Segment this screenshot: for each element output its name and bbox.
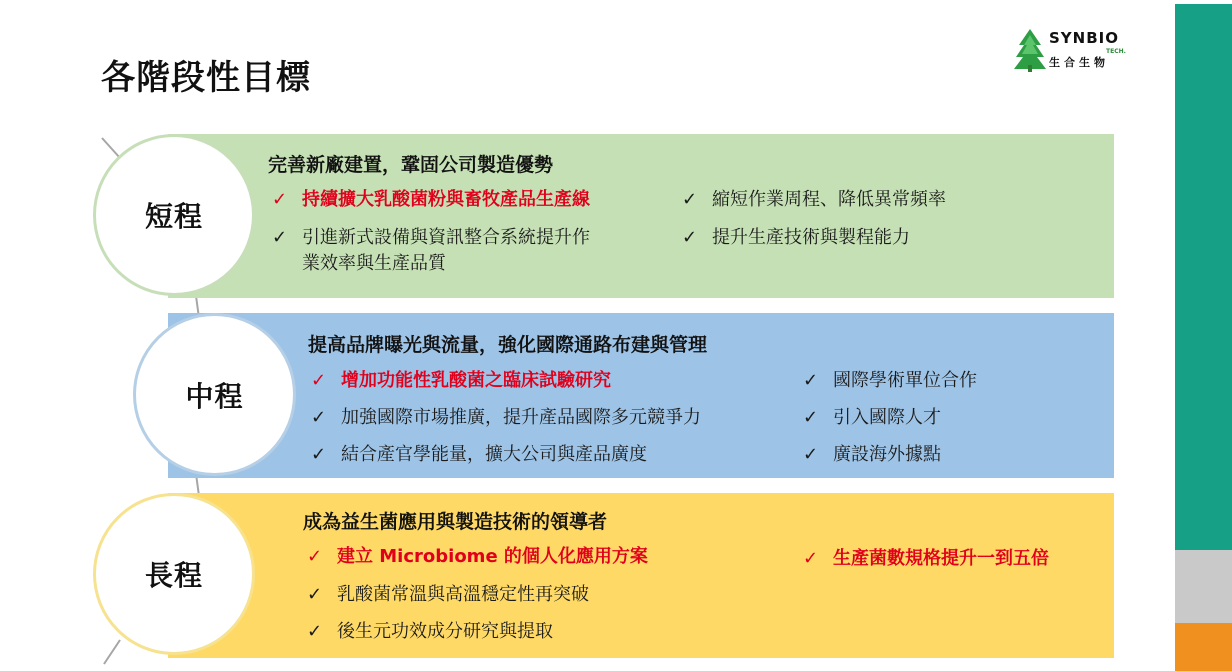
short-term-circle (93, 134, 255, 296)
check-icon: ✓ (307, 584, 323, 605)
check-icon: ✓ (803, 370, 819, 391)
short-term-item: ✓ 引進新式設備與資訊整合系統提升作 業效率與生產品質 (272, 227, 590, 274)
side-bar-green (1175, 4, 1232, 550)
check-icon: ✓ (307, 621, 323, 642)
short-term-item: ✓ 提升生產技術與製程能力 (682, 225, 910, 251)
check-icon: ✓ (272, 189, 288, 210)
slide-title: 各階段性目標 (101, 58, 311, 98)
long-term-label: 長程 (144, 559, 203, 592)
mid-term-label: 中程 (185, 379, 244, 413)
tree-icon (1013, 27, 1047, 73)
check-icon: ✓ (307, 546, 323, 567)
mid-term-item: ✓ 增加功能性乳酸菌之臨床試驗研究 (311, 368, 611, 394)
logo-tech: TECH. (1106, 48, 1126, 55)
short-term-heading: 完善新廠建置，鞏固公司製造優勢 (268, 154, 554, 176)
short-term-label: 短程 (144, 200, 203, 233)
check-icon: ✓ (311, 444, 327, 465)
mid-term-heading: 提高品牌曝光與流量，強化國際通路布建與管理 (308, 334, 708, 356)
mid-term-item: ✓ 結合產官學能量，擴大公司與產品廣度 (311, 442, 647, 468)
mid-term-item: ✓ 加強國際市場推廣，提升產品國際多元競爭力 (311, 405, 701, 431)
check-icon: ✓ (682, 189, 698, 210)
logo-chinese-name: 生合生物 (1049, 56, 1109, 69)
check-icon: ✓ (311, 407, 327, 428)
mid-term-item: ✓ 引入國際人才 (803, 405, 941, 431)
long-term-item: ✓ 乳酸菌常溫與高溫穩定性再突破 (307, 582, 589, 608)
check-icon: ✓ (803, 407, 819, 428)
mid-term-item: ✓ 國際學術單位合作 (803, 368, 977, 394)
side-bar-gray (1175, 550, 1232, 623)
check-icon: ✓ (272, 227, 288, 248)
check-icon: ✓ (682, 227, 698, 248)
long-term-item: ✓ 建立 Microbiome 的個人化應用方案 (307, 544, 648, 570)
short-term-item: ✓ 持續擴大乳酸菌粉與畜牧產品生產線 (272, 187, 590, 213)
long-term-item: ✓ 生產菌數規格提升一到五倍 (803, 546, 1049, 572)
short-term-item: ✓ 縮短作業周程、降低異常頻率 (682, 187, 946, 213)
check-icon: ✓ (803, 444, 819, 465)
check-icon: ✓ (803, 548, 819, 569)
mid-term-item: ✓ 廣設海外據點 (803, 442, 941, 468)
side-bar-orange (1175, 623, 1232, 671)
side-color-bar (1175, 0, 1232, 671)
mid-term-circle (133, 313, 296, 476)
company-logo (1013, 27, 1125, 73)
long-term-item: ✓ 後生元功效成分研究與提取 (307, 619, 553, 645)
long-term-heading: 成為益生菌應用與製造技術的領導者 (303, 511, 608, 533)
logo-wordmark: SYNBIO (1049, 29, 1119, 47)
check-icon: ✓ (311, 370, 327, 391)
long-term-circle (93, 493, 255, 655)
